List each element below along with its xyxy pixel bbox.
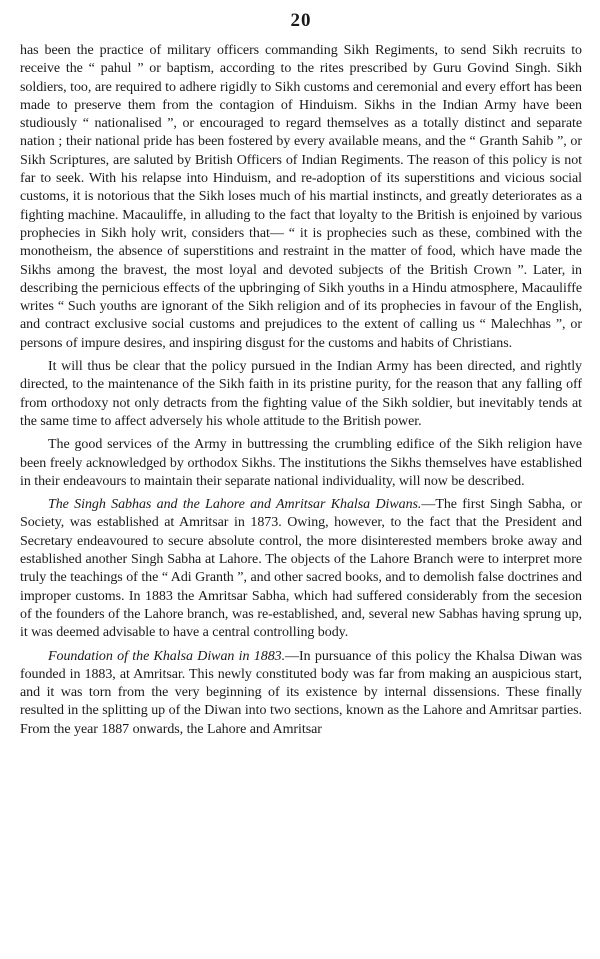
page-number: 20 xyxy=(290,10,312,31)
paragraph-singh-sabhas xyxy=(20,496,582,642)
section-heading-singh-sabhas: The Singh Sabhas and the Lahore and Amritsar Khalsa Diwans. xyxy=(48,497,422,513)
paragraph-army-services: The good services of the Army in buttressing the crumbling edifice of the Sikh religion have been freely acknowledged by orthodox Sikhs. The institutions the Sikhs themselves have established in their endeavours to maintain their separate national individuality, will now be described. xyxy=(20,437,582,489)
paragraph-policy-conclusion: It will thus be clear that the policy pursued in the Indian Army has been directed, and rightly directed, to the maintenance of the Sikh faith in its pristine purity, for the reason that any falling off from orthodoxy not only detracts from the fighting value of the Sikh soldier, but inevitably tends at the same time to affect adversely his whole attitude to the British power. xyxy=(20,359,582,429)
paragraph-khalsa-diwan-body: —In pursuance of this policy the Khalsa Diwan was founded in 1883, at Amritsar. This newly constituted body was far from making an auspicious start, and it was torn from the very beginning of its existence by internal dissensions. These finally resulted in the splitting up of the Diwan into two sections, known as the Lahore and Amritsar parties. From the year 1887 onwards, the Lahore and Amritsar xyxy=(20,648,582,737)
section-heading-khalsa-diwan: Foundation of the Khalsa Diwan in 1883. xyxy=(48,648,286,664)
document-page xyxy=(20,10,582,955)
paragraph-khalsa-diwan xyxy=(20,648,582,739)
paragraph-military-policy: has been the practice of military officers commanding Sikh Regiments, to send Sikh recruits to receive the “ pahul ” or baptism, according to the rites prescribed by Guru Govind Singh. Sikh soldiers, too, are required to adhere rigidly to Sikh customs and ceremonial and every effort has been made to preserve them from the contagion of Hinduism. Sikhs in the Indian Army have been studiously “ nationalised ”, or encouraged to regard themselves as a totally distinct and separate nation ; their national pride has been fostered by every available means, and the “ Granth Sahib ”, or Sikh Scriptures, are saluted by British Officers of Indian Regiments. The reason of this policy is not far to seek. With his relapse into Hinduism, and re-adoption of its superstitions and vicious social customs, it is notorious that the Sikh loses much of his martial instincts, and greatly deteriorates as a fighting machine. Macauliffe, in alluding to the fact that loyalty to the British is enjoined by various prophecies in Sikh holy writ, considers that— “ it is prophecies such as these, combined with the monotheism, the absence of superstitions and restraint in the matter of food, which have made the Sikhs among the bravest, the most loyal and devoted subjects of the British Crown ”. Later, in describing the pernicious effects of the upbringing of Sikh youths in a Hindu atmosphere, Macauliffe writes “ Such youths are ignorant of the Sikh religion and of its prophecies in favour of the English, and contract exclusive social customs and prejudices to the extent of calling us “ Malechhas ”, or persons of impure desires, and inspiring disgust for the customs and habits of Christians. xyxy=(20,43,582,351)
paragraph-singh-sabhas-body: —The first Singh Sabha, or Society, was established at Amritsar in 1873. Owing, however, to the fact that the President and Secretary endeavoured to secure absolute control, the more disinterested members broke away and established another Singh Sabha at Lahore. The objects of the Lahore Branch were to interpret more truly the teachings of the “ Adi Granth ”, and other sacred books, and to demolish false doctrines and improper customs. In 1883 the Amritsar Sabha, which had suffered considerably from the secesion of the founders of the Lahore branch, was re-established, and, several new Sabhas having sprung up, it was deemed advisable to have a central controlling body. xyxy=(20,497,582,641)
